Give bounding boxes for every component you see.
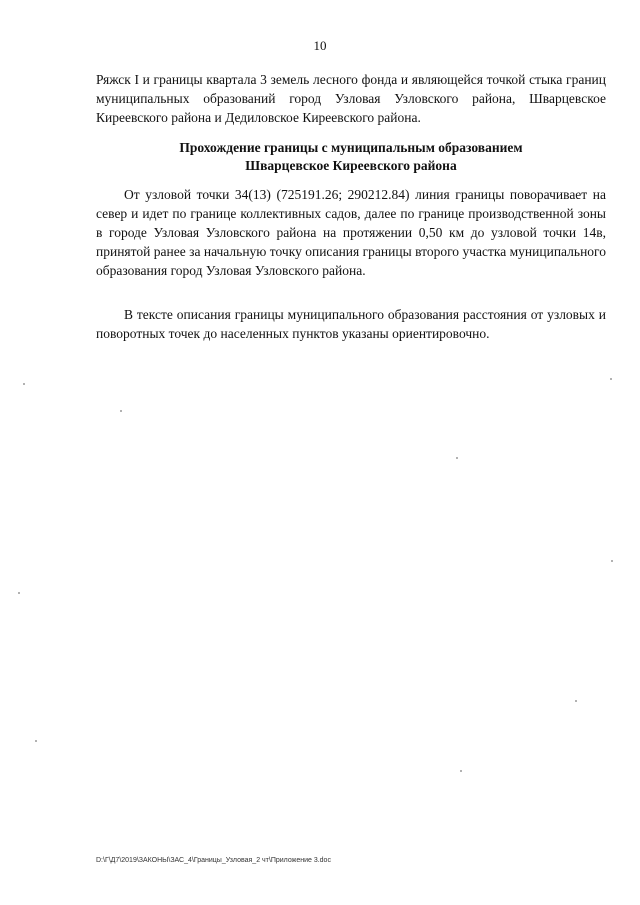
section-heading-line2: Шварцевское Киреевского района: [245, 158, 457, 173]
scan-speck: [456, 457, 458, 459]
page-number: 10: [313, 38, 327, 53]
scan-speck: [575, 700, 577, 702]
paragraph-boundary-junction: Ряжск I и границы квартала 3 земель лесного фонда и являющейся точкой стыка границ муниципальных образований город Узловая Узловского района, Шварцевское Киреевского района и Дедиловское Киреевского района.: [96, 72, 606, 125]
section-heading-line1: Прохождение границы с муниципальным образованием: [179, 140, 523, 155]
scan-speck: [120, 410, 122, 412]
scan-speck: [460, 770, 462, 772]
paragraph-distance-note: В тексте описания границы муниципального образования расстояния от узловых и поворотных точек до населенных пунктов указаны ориентировочно.: [96, 307, 606, 341]
footer-file-path: D:\Г\Д7\2019\ЗАКОНЫ\ЗАС_4\Границы_Узловая_2 чт\Приложение 3.doc: [96, 857, 331, 864]
paragraph-boundary-description: От узловой точки 34(13) (725191.26; 290212.84) линия границы поворачивает на север и идет по границе коллективных садов, далее по границе производственной зоны в городе Узловая Узловского района на протяжении 0,50 км до узловой точки 14в, принятой ранее за начальную точку описания границы второго участка муниципального образования город Узловая Узловского района.: [96, 187, 606, 278]
section-heading: [96, 139, 606, 175]
scan-speck: [610, 378, 612, 380]
scan-speck: [23, 383, 25, 385]
scan-speck: [35, 740, 37, 742]
scan-speck: [18, 592, 20, 594]
scan-speck: [611, 560, 613, 562]
